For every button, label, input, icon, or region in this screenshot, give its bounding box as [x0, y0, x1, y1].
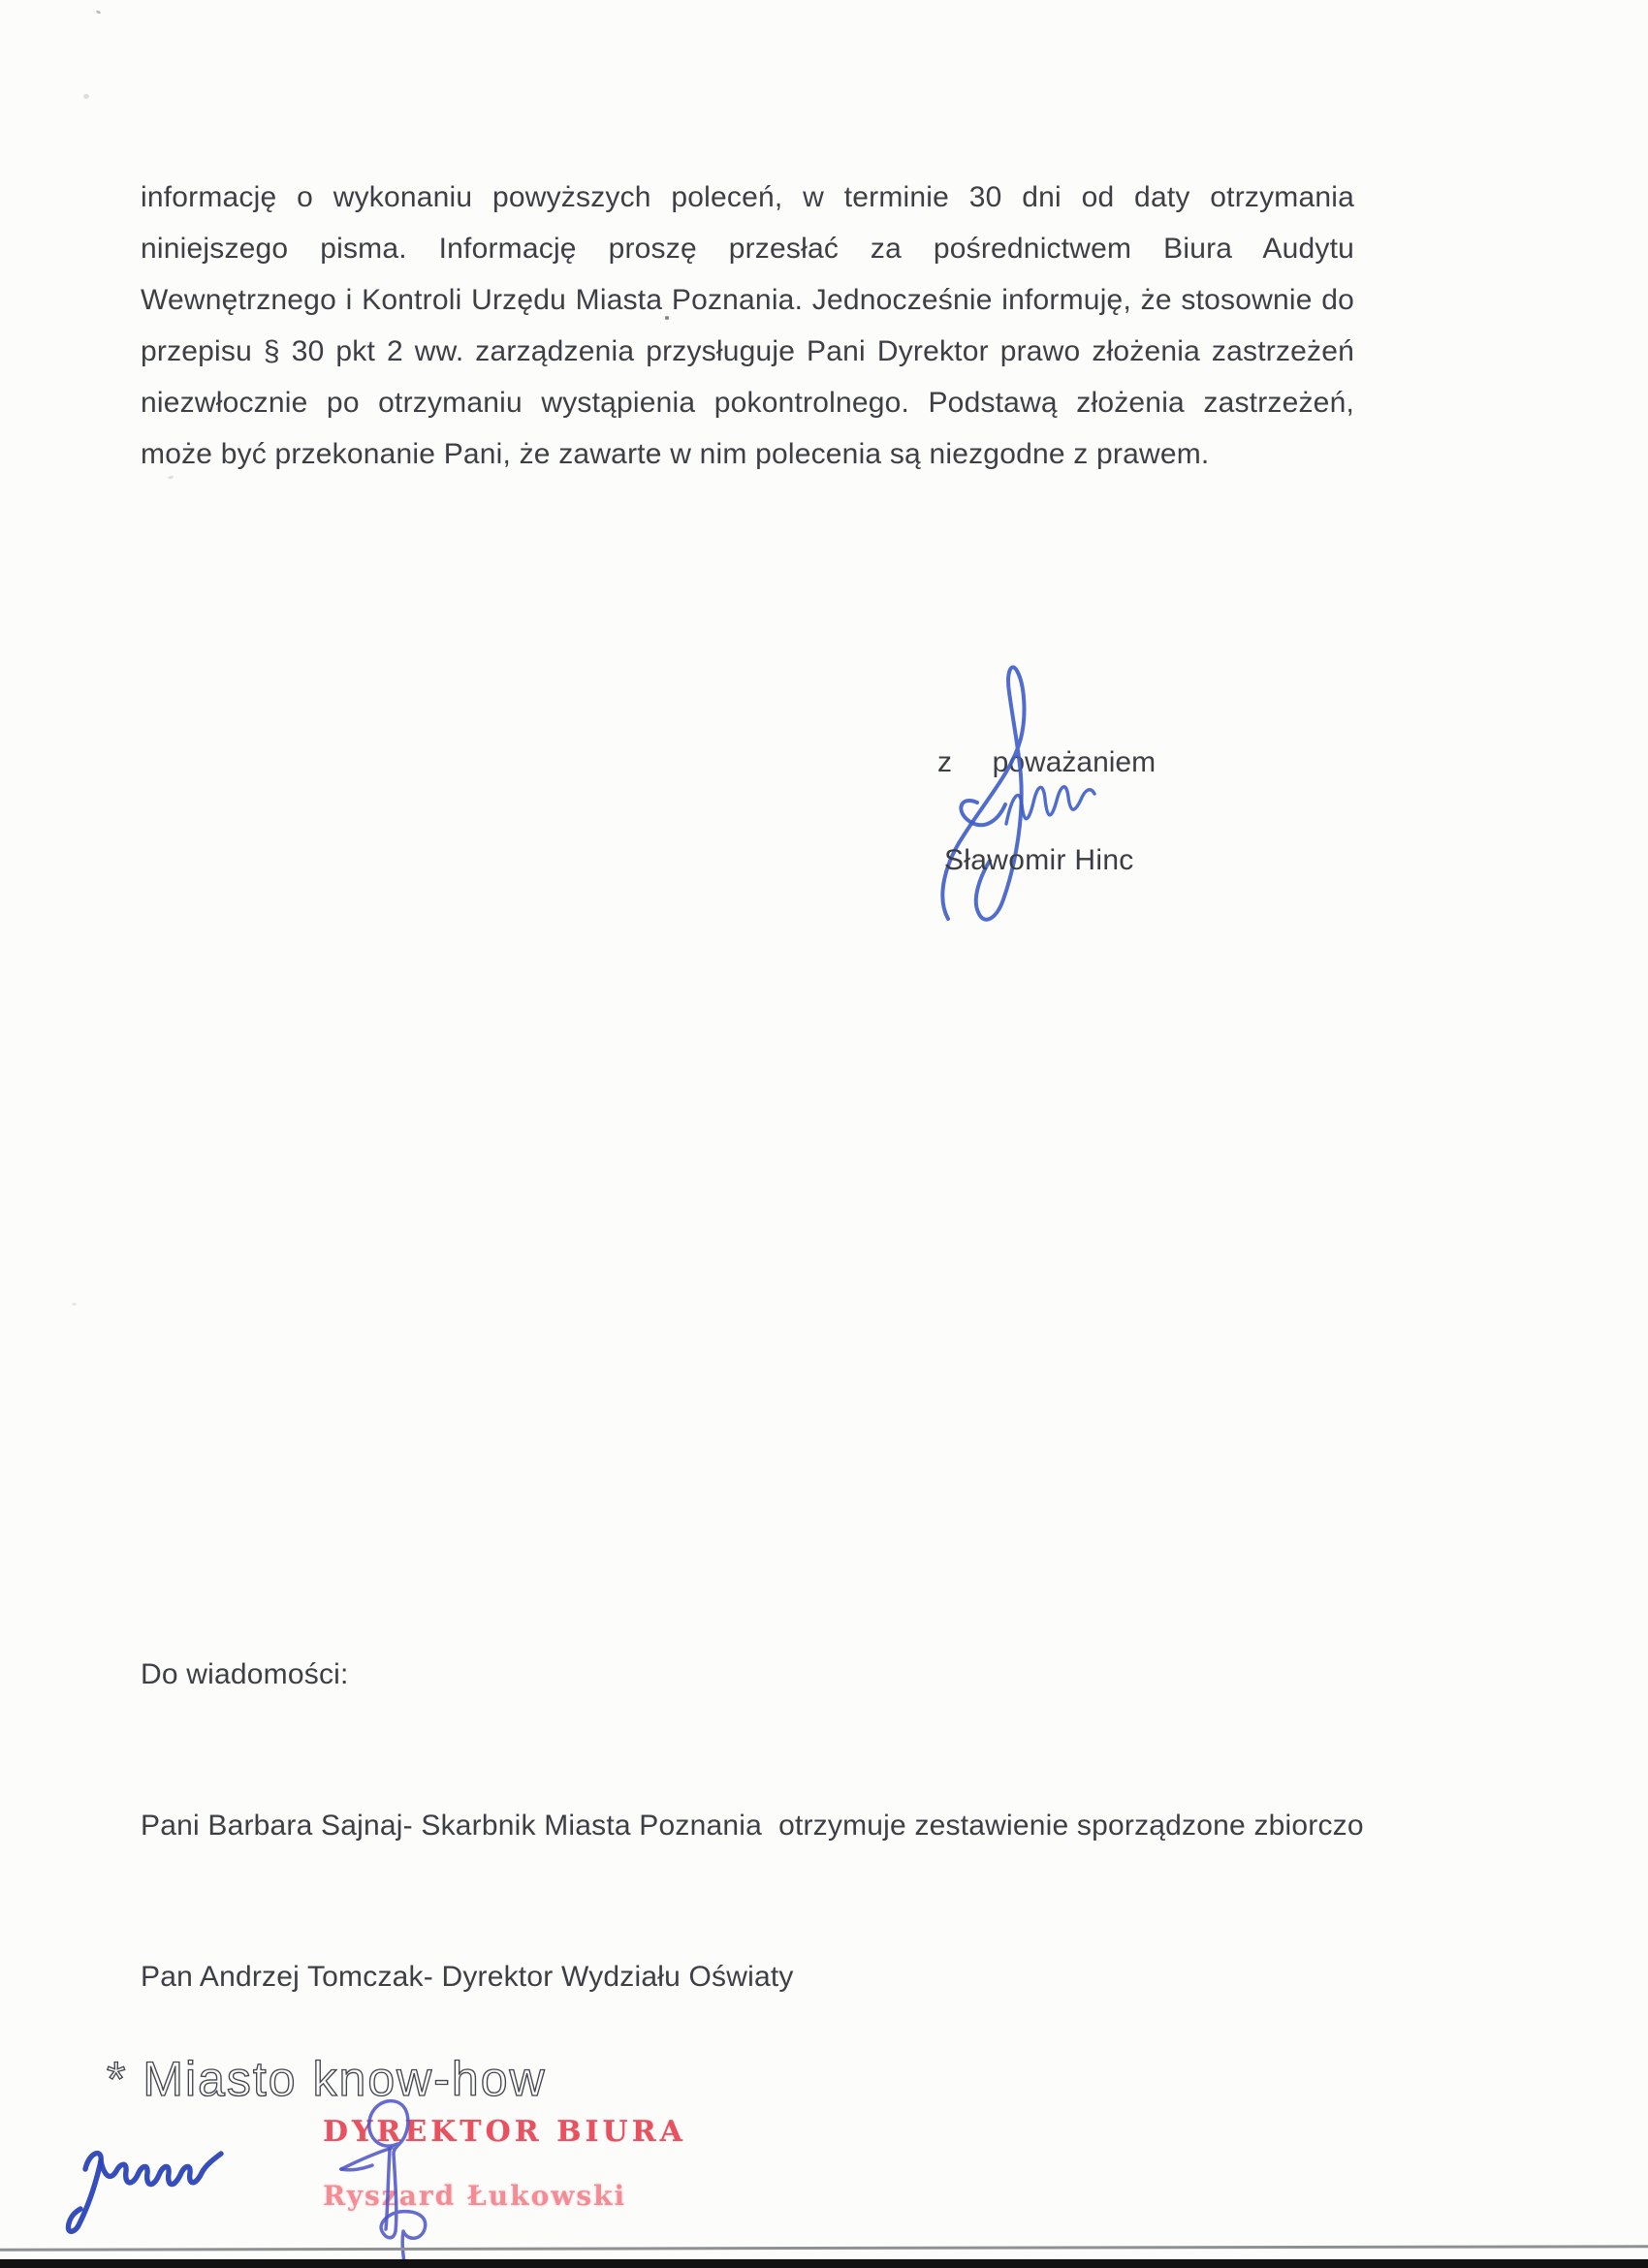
closing-salutation: z poważaniem: [937, 746, 1157, 778]
scanner-bottom-band: [0, 2259, 1648, 2268]
scan-speck: [96, 10, 102, 15]
paragraph-line: informację o wykonaniu powyższych poleceń, w terminie 30 dni od daty otrzymania: [141, 181, 1354, 213]
scanner-edge-line: [0, 2245, 1648, 2252]
scan-speck: [665, 316, 669, 320]
body-paragraph: [141, 172, 1354, 480]
distribution-heading: Do wiadomości:: [141, 1658, 349, 1690]
distribution-recipient: Pani Barbara Sajnaj- Skarbnik Miasta Poznania otrzymuje zestawienie sporządzone zbiorczo: [141, 1810, 1364, 1842]
paragraph-line: Wewnętrznego i Kontroli Urzędu Miasta Poznania. Jednocześnie informuję, że stosownie do: [141, 284, 1354, 316]
paragraph-line: przepisu § 30 pkt 2 ww. zarządzenia przysługuje Pani Dyrektor prawo złożenia zastrzeżeń: [141, 335, 1354, 367]
paragraph-line: może być przekonanie Pani, że zawarte w nim polecenia są niezgodne z prawem.: [141, 438, 1210, 470]
scan-speck: [72, 1303, 77, 1306]
paragraph-line: niniejszego pisma. Informację proszę przesłać za pośrednictwem Biura Audytu: [141, 233, 1354, 265]
stamp-title: DYREKTOR BIURA: [323, 2115, 686, 2149]
scan-speck: [83, 94, 89, 99]
handwritten-signature-slawomir-hinc: [929, 657, 1108, 943]
handwritten-signature-left: [56, 2144, 231, 2241]
handwritten-signature-over-stamp: [337, 2086, 444, 2268]
stamp-name: Ryszard Łukowski: [323, 2180, 627, 2212]
distribution-list: [141, 1549, 1364, 2103]
miasto-know-how-logo: * Miasto know-how: [107, 2052, 547, 2106]
signer-name: Sławomir Hinc: [944, 844, 1134, 876]
distribution-recipient: Pan Andrzej Tomczak- Dyrektor Wydziału Oświaty: [141, 1961, 794, 1993]
paragraph-line: niezwłocznie po otrzymaniu wystąpienia pokontrolnego. Podstawą złożenia zastrzeżeń,: [141, 387, 1354, 419]
